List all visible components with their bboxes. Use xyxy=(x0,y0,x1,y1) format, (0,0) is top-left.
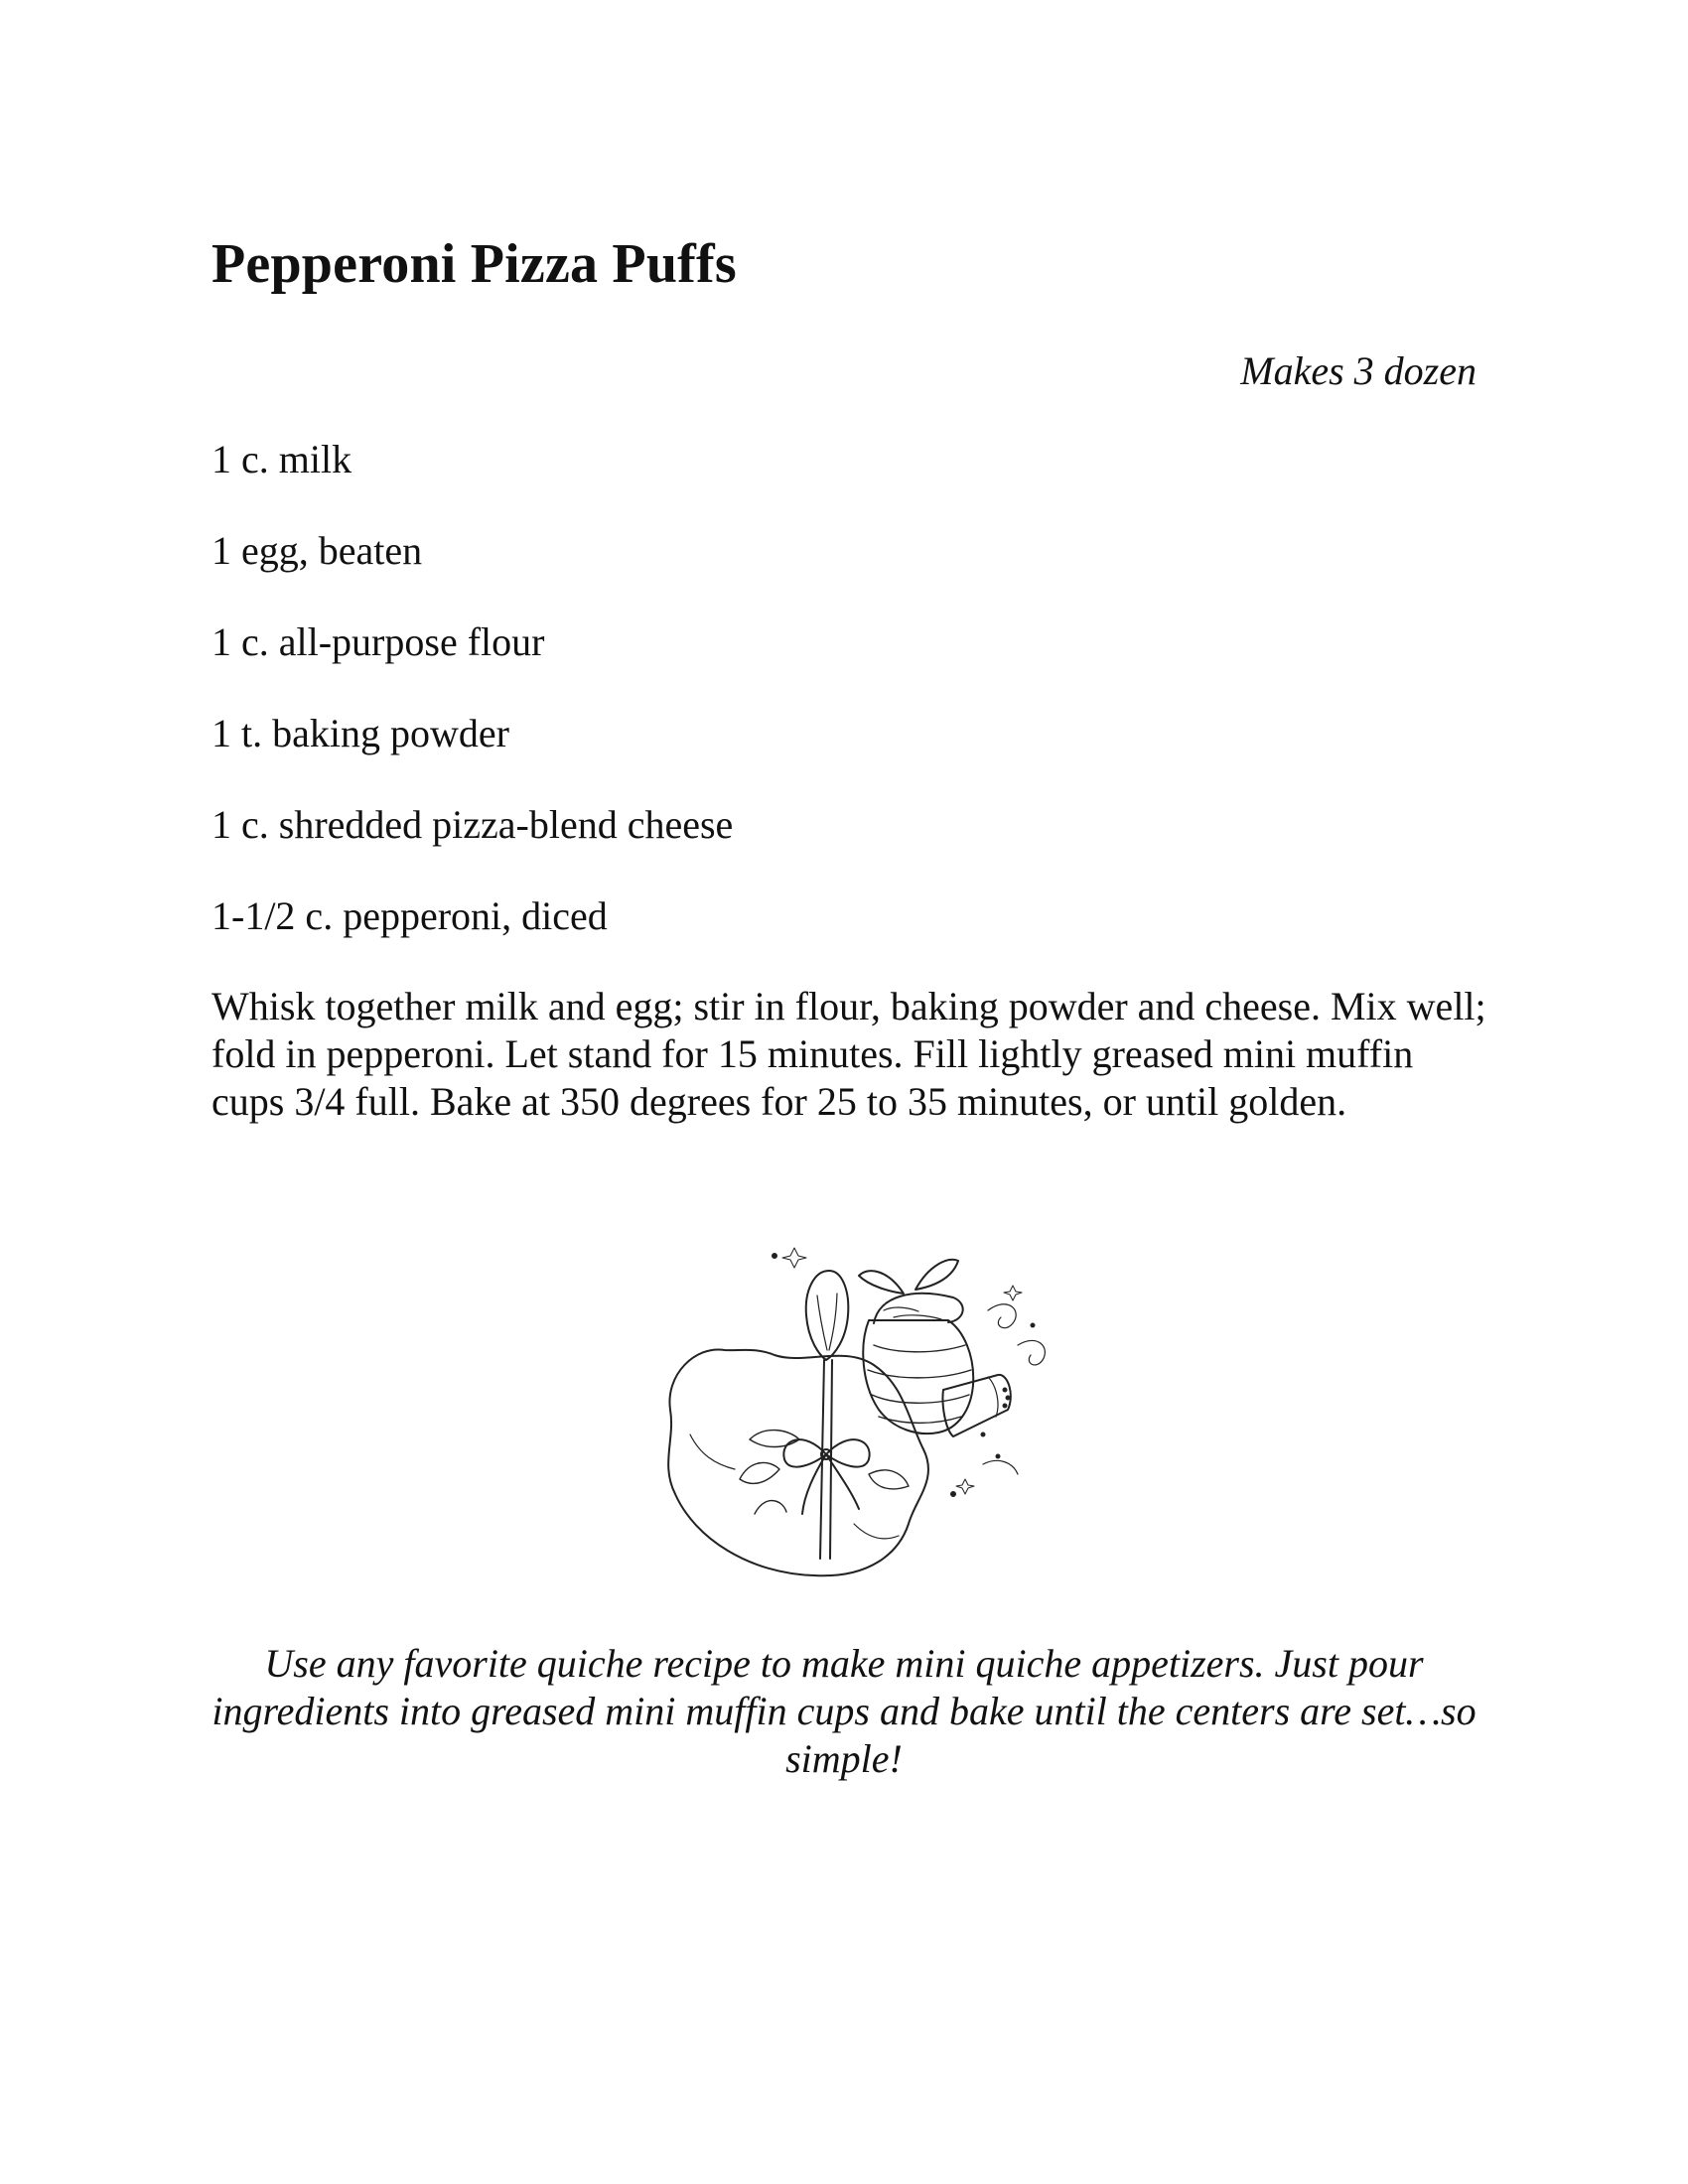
dough-spoon-jar-illustration-icon xyxy=(655,1226,1082,1588)
recipe-directions: Whisk together milk and egg; stir in flour, baking powder and cheese. Mix well; fold in pepperoni. Let stand for 15 minutes. Fill lightly greased mini muffin cups 3/4 full. Bake at 350 degrees for 25 to 35 minutes, or until golden. xyxy=(211,984,1486,1124)
ingredient-list xyxy=(211,437,733,985)
ingredient-item: 1 c. shredded pizza-blend cheese xyxy=(211,802,734,847)
ingredient-item: 1 t. baking powder xyxy=(211,711,509,755)
ingredient-item: 1 c. all-purpose flour xyxy=(211,619,545,664)
recipe-title: Pepperoni Pizza Puffs xyxy=(211,233,737,295)
recipe-yield: Makes 3 dozen xyxy=(1240,348,1477,393)
recipe-tip: Use any favorite quiche recipe to make mini quiche appetizers. Just pour ingredients into greased mini muffin cups and bake until the centers are set…so simple! xyxy=(211,1641,1477,1781)
spoon-bowl xyxy=(806,1271,849,1360)
ingredient-item: 1 egg, beaten xyxy=(211,528,423,573)
ingredient-item: 1 c. milk xyxy=(211,437,352,481)
ingredient-item: 1-1/2 c. pepperoni, diced xyxy=(211,893,608,938)
dough-shape xyxy=(668,1349,928,1575)
